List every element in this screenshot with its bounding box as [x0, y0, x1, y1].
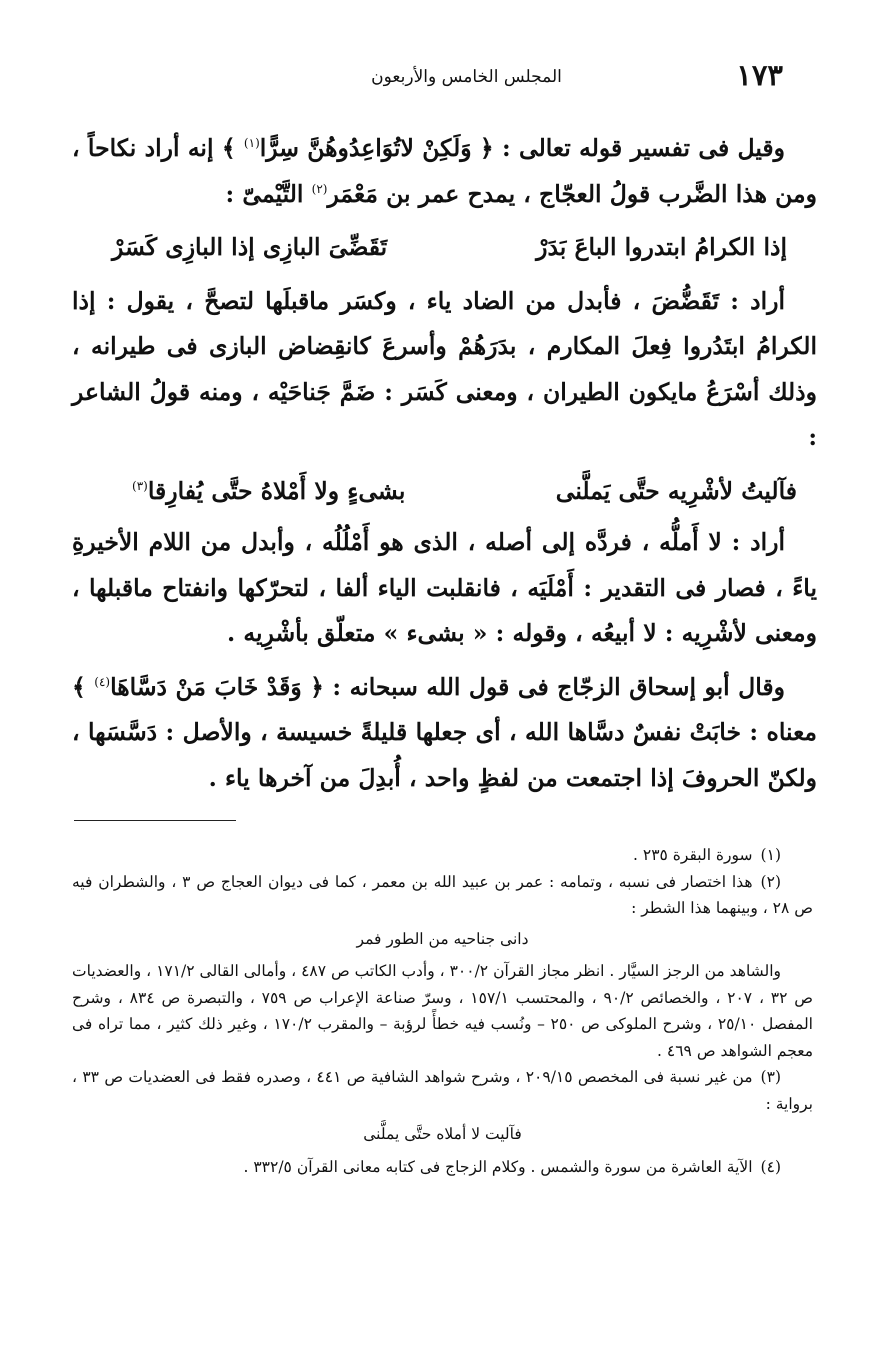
- footnote-ref-1: (١): [243, 136, 260, 151]
- page-number: ١٧٣: [736, 58, 783, 92]
- paragraph-4: [72, 665, 817, 802]
- verse-2-second-hemistich: [132, 469, 405, 515]
- footnotes: [72, 842, 813, 1180]
- verse-1: [112, 225, 787, 271]
- footnote-ref-2: (٢): [311, 181, 328, 196]
- main-text: [72, 126, 817, 809]
- verse-2: [132, 469, 797, 515]
- footnote-3-text: من غير نسبة فى المخصص ٢٠٩/١٥ ، وشرح شواهد الشافية ص ٤٤١ ، وصدره فقط فى العضديات ص ٣٣ ، برواية :: [72, 1068, 813, 1113]
- footnote-ref-3: (٣): [132, 478, 148, 493]
- verse-2-second-hemistich-text: بشىءٍ ولا أَمْلاهُ حتَّى يُفارِقا: [147, 476, 406, 505]
- footnote-4: [72, 1154, 813, 1181]
- running-title: المجلس الخامس والأربعون: [371, 67, 562, 87]
- footnote-2: [72, 869, 813, 922]
- paragraph-2: أراد : تَقَضُّضَ ، فأبدل من الضاد ياء ، وكسَر ماقبلَها لتصحَّ ، يقول : إذا الكرامُ ابتَدُروا فِعلَ المكارم ، بدَرَهُمْ وأسرعَ كانقِضاض البازى فى طيرانه ، وذلك أسْرَعُ مايكون الطيران ، ومعنى كَسَر : ضَمَّ جَناحَيْه ، ومنه قولُ الشاعر :: [72, 286, 817, 451]
- footnote-1: [72, 842, 813, 869]
- footnote-3: [72, 1064, 813, 1117]
- paragraph-1: [72, 126, 817, 217]
- footnote-4-text: الآية العاشرة من سورة والشمس . وكلام الزجاج فى كتابه معانى القرآن ٣٣٢/٥ .: [243, 1157, 753, 1176]
- footnote-2-continuation: والشاهد من الرجز السيَّار . انظر مجاز القرآن ٣٠٠/٢ ، وأدب الكاتب ص ٤٨٧ ، وأمالى القالى ١٧١/٢ ، والعضديات ص ٣٢ ، ٢٠٧ ، والخصائص ٩٠/٢ ، والمحتسب ١٥٧/١ ، وسرّ صناعة الإعراب ص ٧٥٩ ، والتبصرة ص ٨٣٤ ، وشرح المفصل ٢٥/١٠ ، وشرح الملوكى ص ٢٥٠ – ونُسب فيه خطأً لرؤبة – والمقرب ١٧٠/٢ ، وغير ذلك كثير ، مما تراه فى معجم الشواهد ص ٤٦٩ .: [72, 962, 813, 1060]
- verse-1-second-hemistich: تَقَضِّىَ البازِى إذا البازِى كَسَرْ: [112, 233, 388, 261]
- footnote-separator: [74, 820, 236, 821]
- paragraph-4-text: وقال أبو إسحاق الزجّاج فى قول الله سبحانه : ﴿ وَقَدْ خَابَ مَنْ دَسَّاهَا: [110, 672, 785, 701]
- footnote-1-text: سورة البقرة ٢٣٥ .: [633, 846, 753, 864]
- footnote-3-verse: فآليت لا أملاه حتَّى يملَّنى: [363, 1125, 522, 1143]
- footnote-2-text: هذا اختصار فى نسبه ، وتمامه : عمر بن عبيد الله بن معمر ، كما فى ديوان العجاج ص ٣ ، والشطران فيه ص ٢٨ ، وبينهما هذا الشطر :: [72, 872, 813, 917]
- page-header: [150, 58, 783, 98]
- footnote-1-number: (١): [760, 846, 781, 864]
- footnote-2-number: (٢): [760, 872, 781, 891]
- footnote-3-number: (٣): [760, 1068, 781, 1086]
- verse-2-first-hemistich: فآليتُ لأشْرِيه حتَّى يَملَّنى: [555, 476, 797, 505]
- paragraph-1-text: وقيل فى تفسير قوله تعالى : ﴿ وَلَكِنْ لاتُوَاعِدُوهُنَّ سِرًّا: [259, 134, 785, 162]
- footnote-4-number: (٤): [760, 1157, 781, 1176]
- verse-1-first-hemistich: إذا الكرامُ ابتدروا الباعَ بَدَرْ: [536, 233, 787, 261]
- footnote-ref-4: (٤): [94, 674, 111, 689]
- footnote-2-verse: دانى جناحيه من الطور فمر: [356, 929, 529, 948]
- paragraph-3: أراد : لا أَملُّه ، فردَّه إلى أصله ، الذى هو أَمْلُلُه ، وأبدل من اللام الأخيرةِ ياءً ، فصار فى التقدير : أَمْلَيَه ، فانقلبت الياء ألفا ، لتحرّكها وانفتاح ماقبلها ، ومعنى لأشْرِيه : لا أبيعُه ، وقوله : « بشىء » متعلّق بأشْرِيه .: [72, 528, 817, 647]
- paragraph-1-text-cont: ﴾ إنه أراد نكاحاً ، ومن هذا الضَّرب قولُ العجّاج ، يمدح عمر بن مَعْمَر: [72, 134, 817, 208]
- paragraph-1-text-end: التَّيْمىّ :: [225, 179, 312, 208]
- paragraph-4-text-cont: ﴾ معناه : خابَتْ نفسٌ دسَّاها الله ، أى جعلها قليلةً خسيسة ، والأصل : دَسَّسَها ، ولكنّ الحروفَ إذا اجتمعت من لفظٍ واحد ، أُبدِلَ من آخرها ياء .: [72, 672, 817, 792]
